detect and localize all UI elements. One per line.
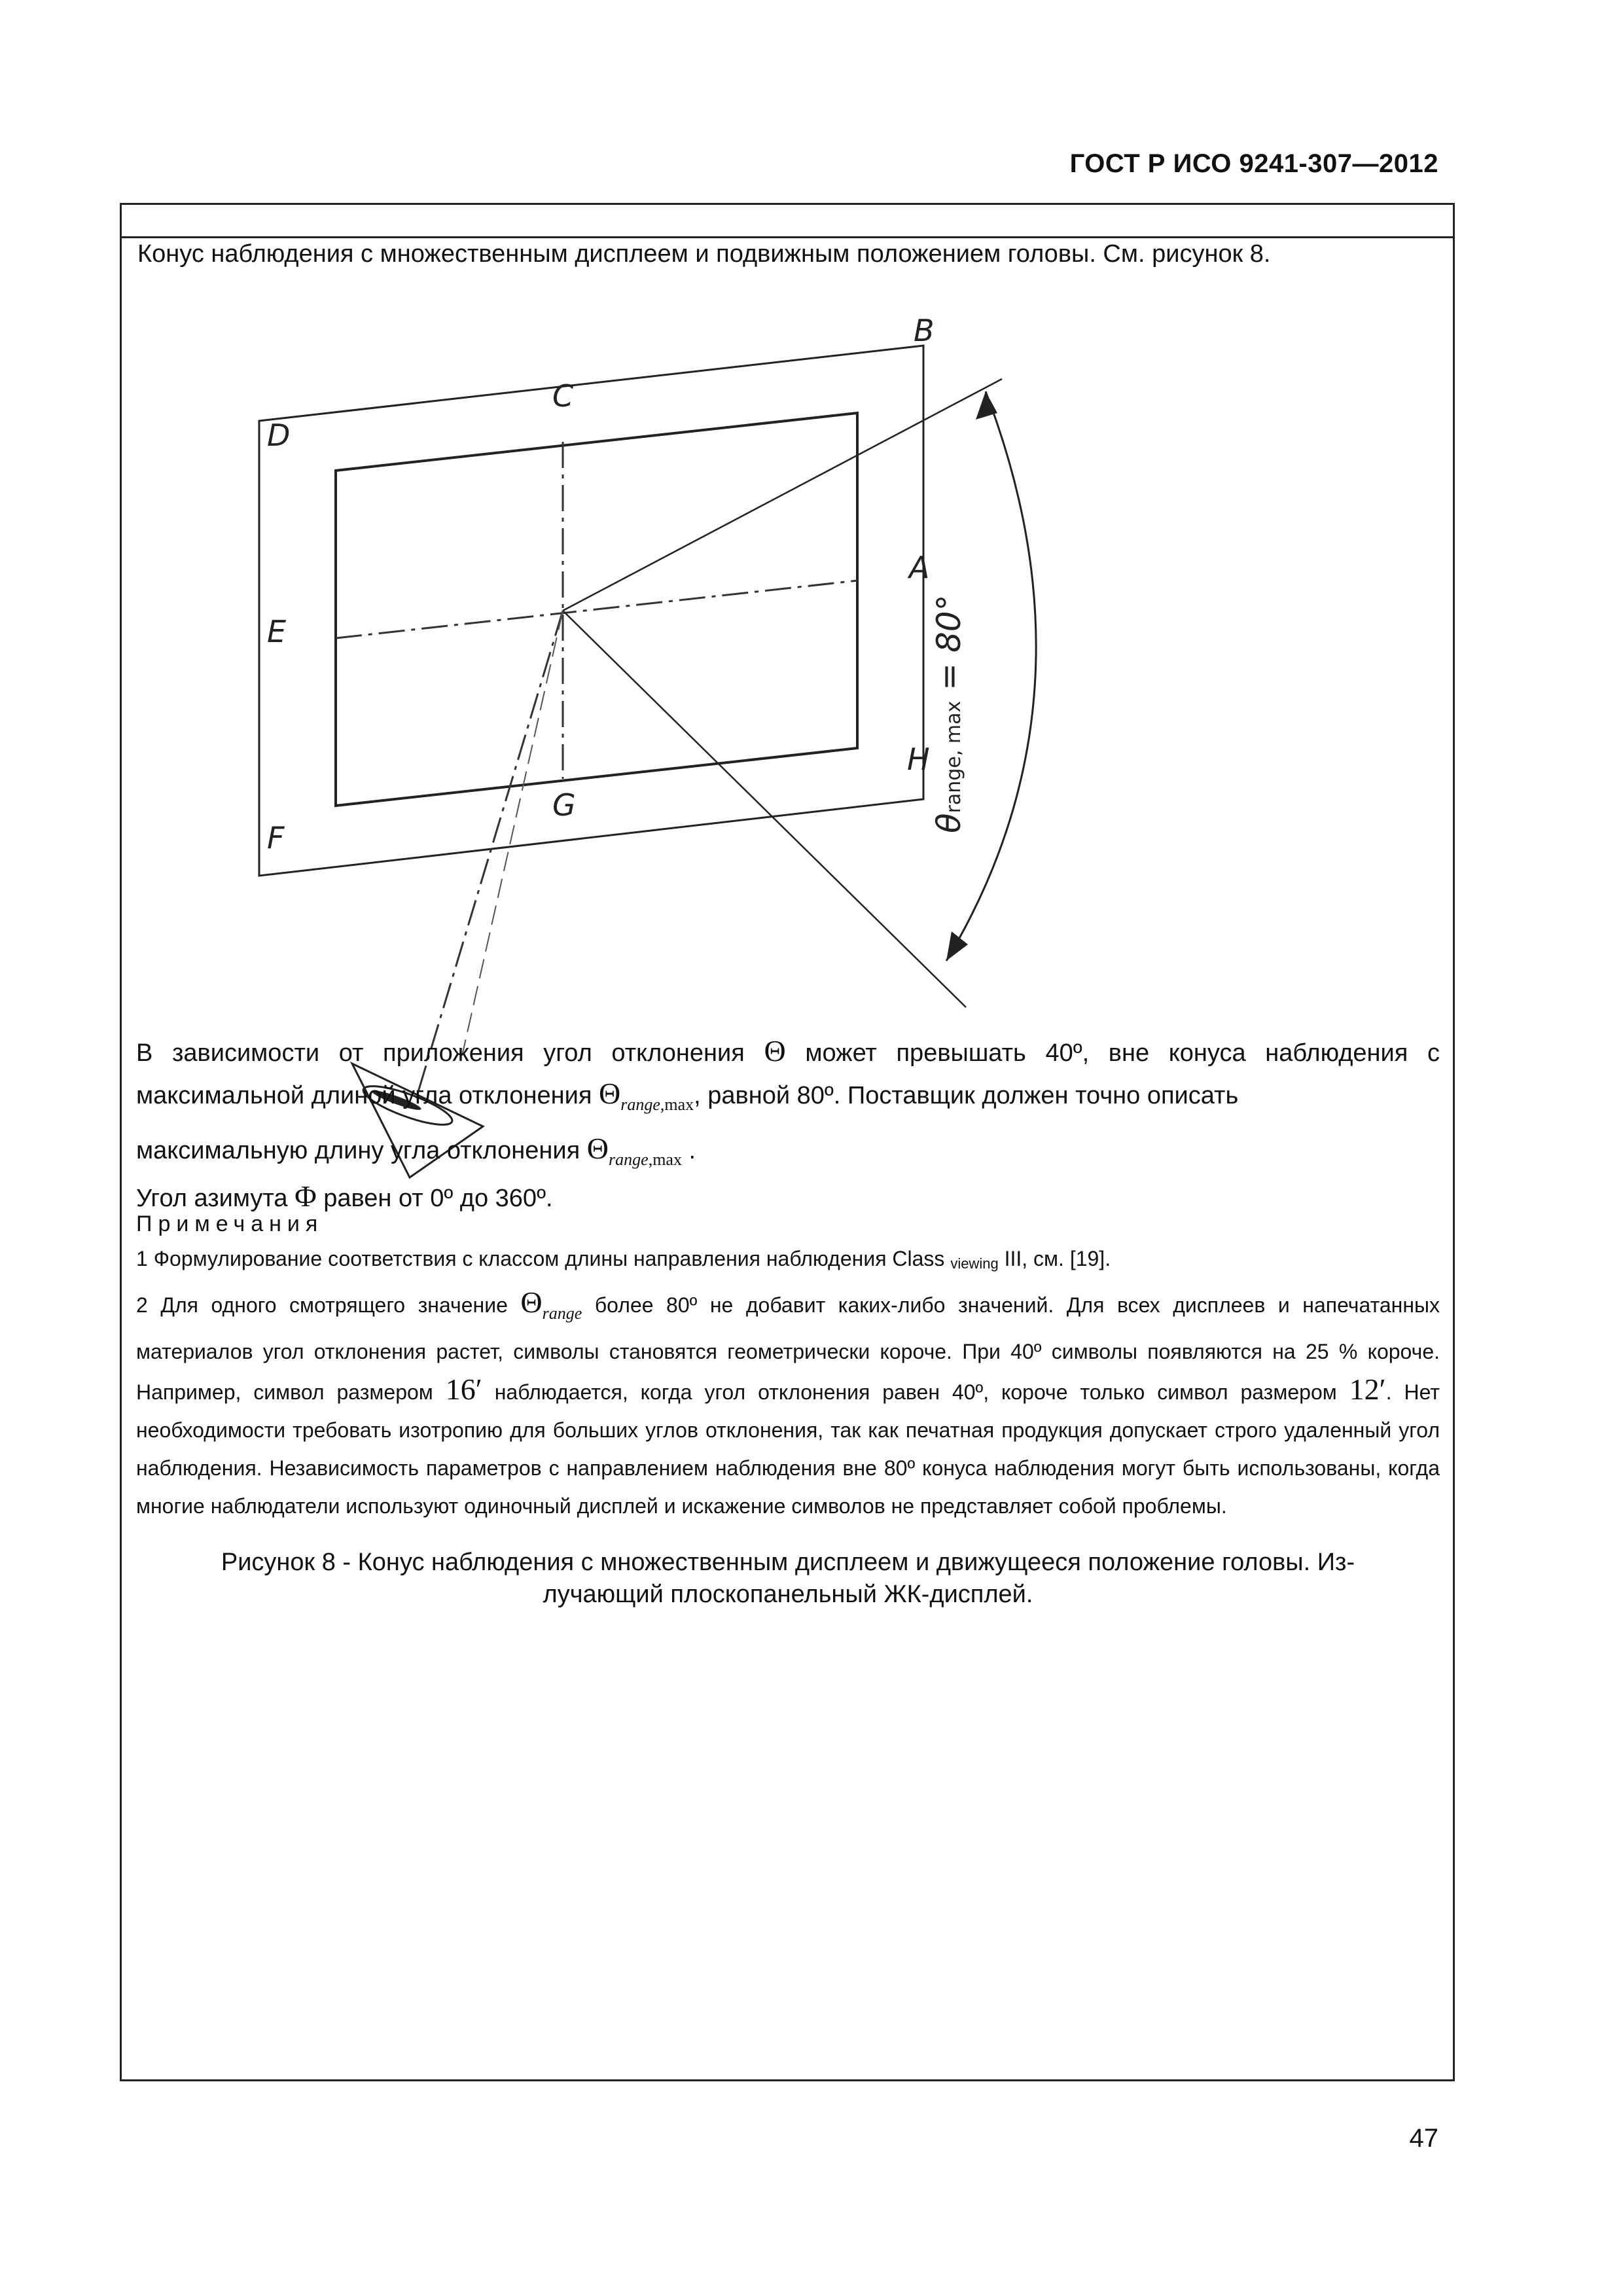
- label-g: G: [552, 787, 576, 823]
- horizontal-centerline: [336, 581, 857, 638]
- upper-ray: [563, 379, 1002, 611]
- arc-arrow-bottom: [946, 931, 968, 961]
- body-paragraph-1: В зависимости от приложения угол отклонения Θ может превышать 40º, вне конуса наблюдения с максимальной длиной угла отклонения $\Theta_{range,max}$, равной 80º. Поставщик должен точно описать: [136, 1034, 1440, 1114]
- label-f: F: [267, 820, 285, 855]
- angle-label: θrange, max = 80°: [930, 594, 968, 833]
- body-paragraph-2: максимальную длину угла отклонения $\Theta_{range,max}$ .: [136, 1132, 696, 1169]
- label-e: E: [267, 614, 287, 649]
- label-a: A: [909, 550, 930, 585]
- note-2: 2 Для одного смотрящего значение $\Theta_{range}$ более 80º не добавит каких-либо значений. Для всех дисплеев и напечатанных материалов угол отклонения растет, символы становятся геометрически короче. При 40º символы появляются на 25 % короче. Например, символ размером 16′ наблюдается, когда угол отклонения равен 40º, короче только символ размером 12′. Нет необходимости требовать изотропию для больших углов отклонения, так как печатная продукция допускает строго удаленный угол наблюдения. Независимость параметров с направлением наблюдения вне 80º конуса наблюдения могут быть использованы, когда многие наблюдатели используют одиночный дисплей и искажение символов не представляет собой проблемы.: [136, 1285, 1440, 1518]
- note-1: 1 Формулирование соответствия с классом длины направления наблюдения Class viewing III, см. [19].: [136, 1247, 1111, 1272]
- label-b: B: [914, 313, 935, 348]
- figure-caption: Рисунок 8 - Конус наблюдения с множественным дисплеем и движущееся положение головы. Из- лучающий плоскопанельный ЖК-дисплей.: [221, 1549, 1355, 1609]
- table-header-rule: [122, 236, 1453, 238]
- label-c: C: [552, 378, 574, 414]
- table-row-caption: Конус наблюдения с множественным дисплеем и подвижным положением головы. См. рисунок 8.: [137, 240, 1271, 268]
- sight-line-2: [462, 611, 563, 1056]
- page-number: 47: [1409, 2124, 1438, 2153]
- display-outer-frame: [259, 346, 923, 876]
- table-frame: [120, 203, 1455, 2081]
- label-h: H: [907, 742, 930, 777]
- label-d: D: [267, 418, 291, 453]
- notes-heading: Примечания: [136, 1211, 324, 1236]
- body-paragraph-3: Угол азимута Φ равен от 0º до 360º.: [136, 1179, 553, 1213]
- lower-ray: [563, 611, 966, 1007]
- document-code: ГОСТ Р ИСО 9241-307—2012: [1069, 149, 1438, 178]
